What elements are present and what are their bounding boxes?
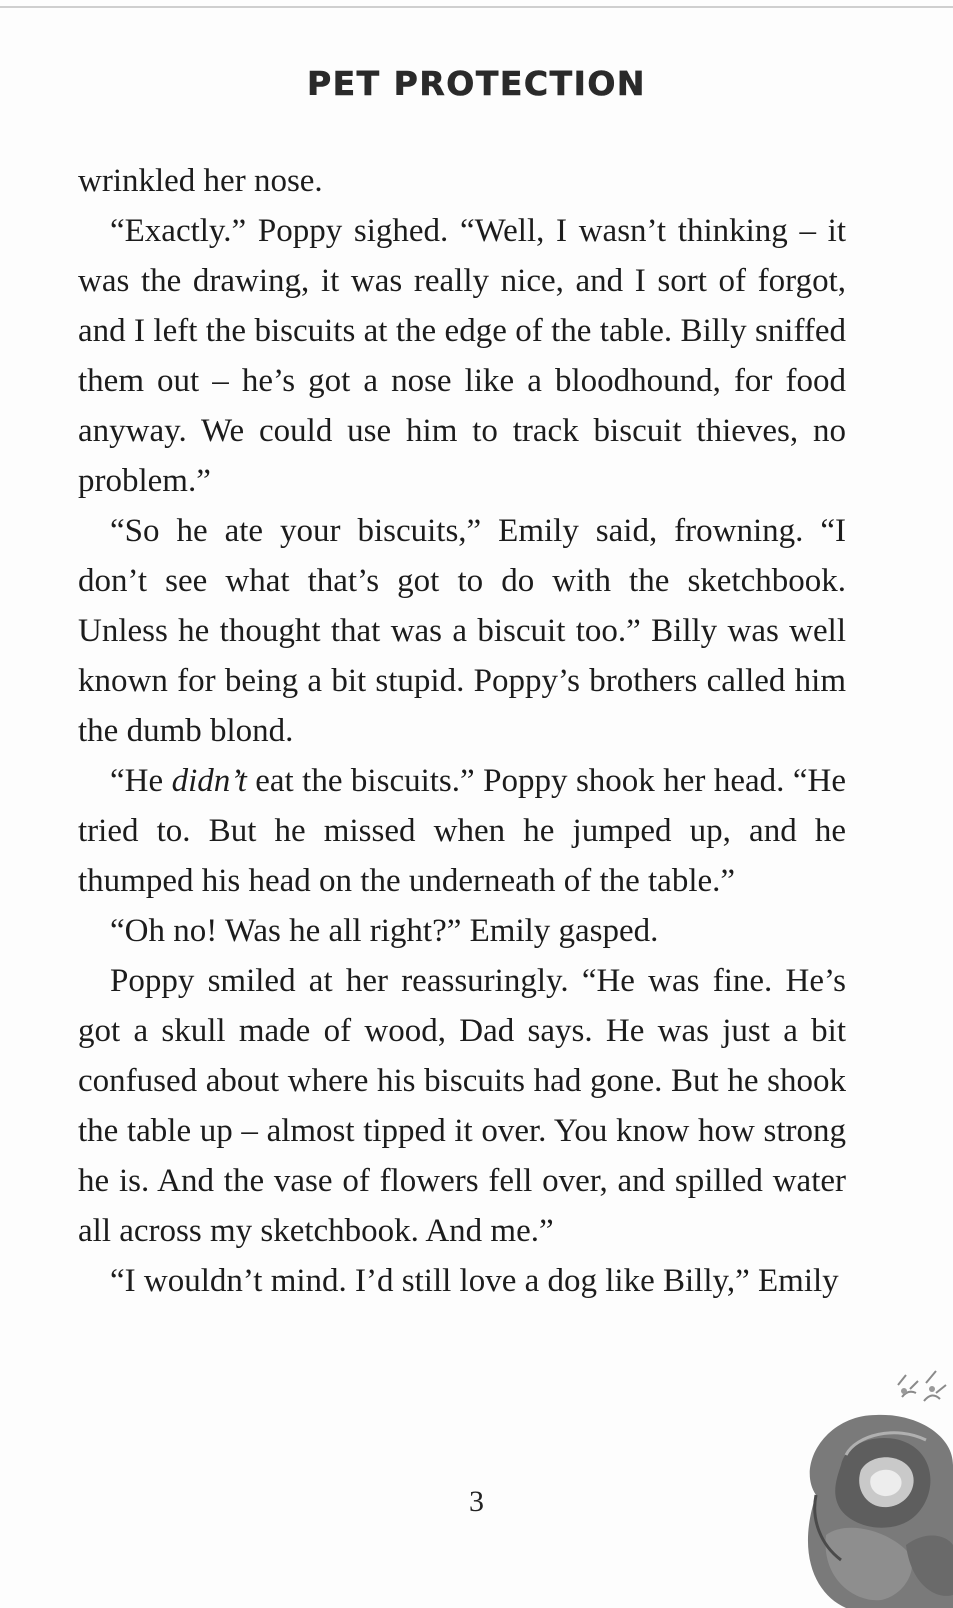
page-top-edge [0, 6, 953, 8]
flower-illustration-icon [786, 1345, 953, 1608]
paragraph-4-start: “He [110, 763, 172, 799]
running-head: PET PROTECTION [306, 64, 647, 103]
paragraph-7: “I wouldn’t mind. I’d still love a dog like Billy,” Emily [110, 1263, 839, 1299]
paragraph-2: “Exactly.” Poppy sighed. “Well, I wasn’t thinking – it was the drawing, it was really nice, and I sort of forgot, and I left the biscuits at the edge of the table. Billy sniffed them out – he’s got a nose like a bloodhound, for food anyway. We could use him to track biscuit thieves, no problem.” [78, 213, 846, 499]
paragraph-4 [78, 756, 846, 906]
page-number: 3 [469, 1485, 484, 1518]
paragraph-1: wrinkled her nose. [78, 163, 323, 199]
paragraph-5: “Oh no! Was he all right?” Emily gasped. [110, 913, 659, 949]
paragraph-4-end: eat the biscuits.” Poppy shook her head. “He tried to. But he missed when he jumped up, and he thumped his head on the underneath of the table.” [78, 763, 846, 899]
paragraph-3: “So he ate your biscuits,” Emily said, frowning. “I don’t see what that’s got to do with the sketchbook. Unless he thought that was a biscuit too.” Billy was well known for being a bit stupid. Poppy’s brothers called him the dumb blond. [78, 513, 846, 749]
paragraph-6: Poppy smiled at her reassuringly. “He was fine. He’s got a skull made of wood, Dad says. He was just a bit confused about where his biscuits had gone. But he shook the table up – almost tipped it over. You know how strong he is. And the vase of flowers fell over, and spilled water all across my sketchbook. And me.” [78, 963, 846, 1249]
paragraph-4-emphasis: didn’t [171, 763, 247, 799]
body-text [78, 156, 846, 1306]
